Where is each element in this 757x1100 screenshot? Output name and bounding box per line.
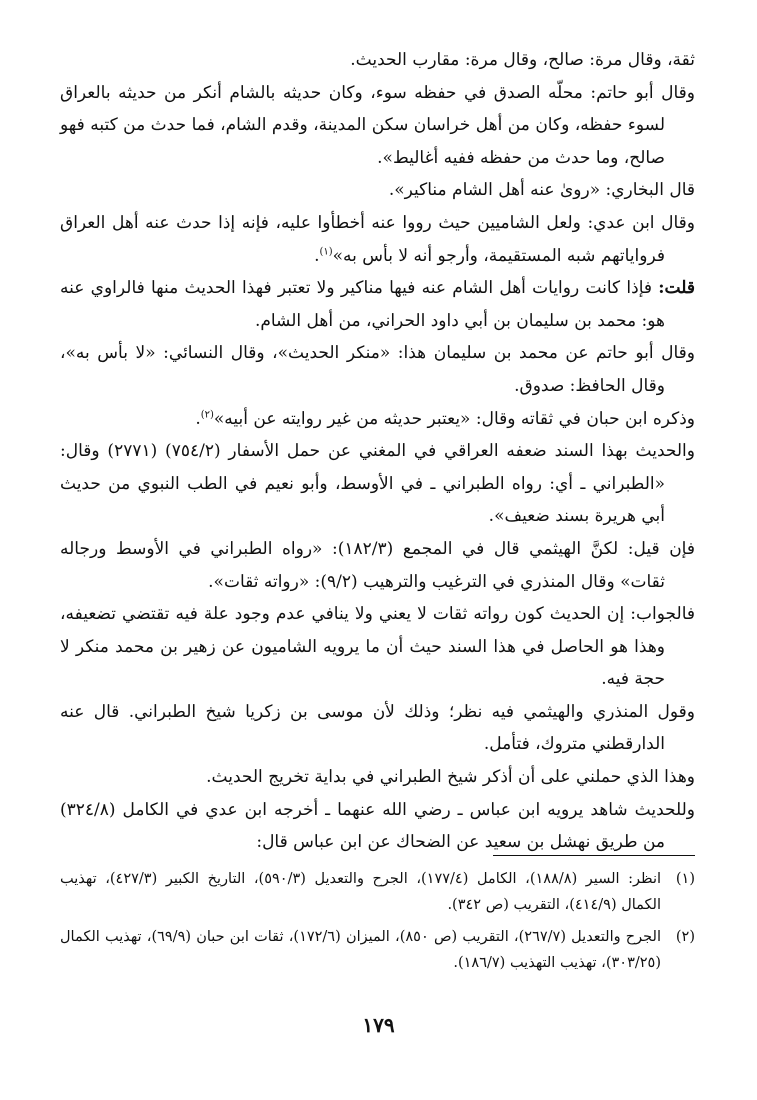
footnote-text: الجرح والتعديل (٢٦٧/٧)، التقريب (ص ٨٥٠)، الميزان (١٧٢/٦)، ثقات ابن حبان (٦٩/٩)، تهذيب الكمال (٣٠٣/٢٥)، تهذيب التهذيب (١٨٦/٧). — [60, 929, 661, 971]
footnote-number: (١) — [675, 871, 695, 887]
paragraph: فالجواب: إن الحديث كون رواته ثقات لا يعني ولا ينافي عدم وجود علة فيه تقتضي تضعيفه، وهذا هو الحاصل في هذا السند حيث أن ما يرويه الشاميون عن زهير بن محمد منكر لا حجة فيه. — [60, 604, 695, 690]
footnotes — [60, 866, 695, 982]
paragraph: قال البخاري: «روىٰ عنه أهل الشام مناكير». — [388, 180, 695, 201]
footnote — [60, 924, 695, 976]
paragraph: وقول المنذري والهيثمي فيه نظر؛ وذلك لأن موسى بن زكريا شيخ الطبراني. قال عنه الدارقطني متروك، فتأمل. — [60, 701, 695, 755]
qult-label: قلت: — [658, 278, 696, 299]
paragraph: وقال أبو حاتم: محلّه الصدق في حفظه سوء، وكان حديثه بالشام أنكر من حديثه بالعراق لسوء حفظه، وكان من أهل خراسان سكن المدينة، وقدم الشام، فما حدث من كتبه فهو صالح، وما حدث من حفظه ففيه أغاليط». — [60, 82, 695, 168]
footnote-ref: (١) — [319, 245, 333, 257]
paragraph-text: وذكره ابن حبان في ثقاته وقال: «يعتبر حديثه من غير روايته عن أبيه» — [213, 408, 695, 429]
paragraph-text: وقال ابن عدي: ولعل الشاميين حيث رووا عنه أخطأوا عليه، فإنه إذا حدث عنه أهل العراق فرواياتهم شبه المستقيمة، وأرجو أنه لا بأس به» — [60, 212, 695, 266]
paragraph: فإن قيل: لكنَّ الهيثمي قال في المجمع (١٨٢/٣): «رواه الطبراني في الأوسط ورجاله ثقات» وقال المنذري في الترغيب والترهيب (٩/٢): «رواته ثقات». — [60, 538, 695, 592]
footnote-text: انظر: السير (١٨٨/٨)، الكامل (١٧٧/٤)، الجرح والتعديل (٥٩٠/٣)، التاريخ الكبير (٤٢٧/٣)، تهذيب الكمال (٤١٤/٩)، التقريب (ص ٣٤٢). — [60, 871, 662, 913]
footnote-divider — [493, 855, 695, 856]
paragraph: وقال أبو حاتم عن محمد بن سليمان هذا: «منكر الحديث»، وقال النسائي: «لا بأس به»، وقال الحافظ: صدوق. — [60, 343, 695, 396]
paragraph-text: فإذا كانت روايات أهل الشام عنه فيها مناكير ولا تعتبر فهذا الحديث منها فالراوي عنه هو: محمد بن سليمان بن أبي داود الحراني، من أهل الشام. — [60, 278, 665, 331]
paragraph: والحديث بهذا السند ضعفه العراقي في المغني عن حمل الأسفار (٧٥٤/٢) (٢٧٧١) وقال: «الطبراني ـ أي: رواه الطبراني ـ في الأوسط، وأبو نعيم في الطب النبوي من حديث أبي هريرة بسند ضعيف». — [60, 441, 695, 527]
paragraph: وللحديث شاهد يرويه ابن عباس ـ رضي الله عنهما ـ أخرجه ابن عدي في الكامل (٣٢٤/٨) من طريق نهشل بن سعيد عن الضحاك عن ابن عباس قال: — [60, 799, 695, 853]
footnote-ref: (٢) — [200, 408, 214, 420]
paragraph: وقال ابن عدي: ولعل الشاميين حيث رووا عنه أخطأوا عليه، فإنه إذا حدث عنه أهل العراق فرواياتهم شبه المستقيمة، وأرجو أنه لا بأس به»$^{(١)}$. — [60, 212, 695, 266]
paragraph: ثقة، وقال مرة: صالح، وقال مرة: مقارب الحديث. — [350, 50, 695, 70]
paragraph: وذكره ابن حبان في ثقاته وقال: «يعتبر حديثه من غير روايته عن أبيه»$^{(٢)}$. — [195, 408, 695, 429]
footnote-number: (٢) — [675, 929, 695, 945]
page-number: ١٧٩ — [362, 1013, 395, 1037]
paragraph — [60, 272, 695, 337]
body-text — [60, 44, 695, 859]
paragraph: وهذا الذي حملني على أن أذكر شيخ الطبراني في بداية تخريج الحديث. — [206, 767, 695, 788]
footnote — [60, 866, 695, 918]
